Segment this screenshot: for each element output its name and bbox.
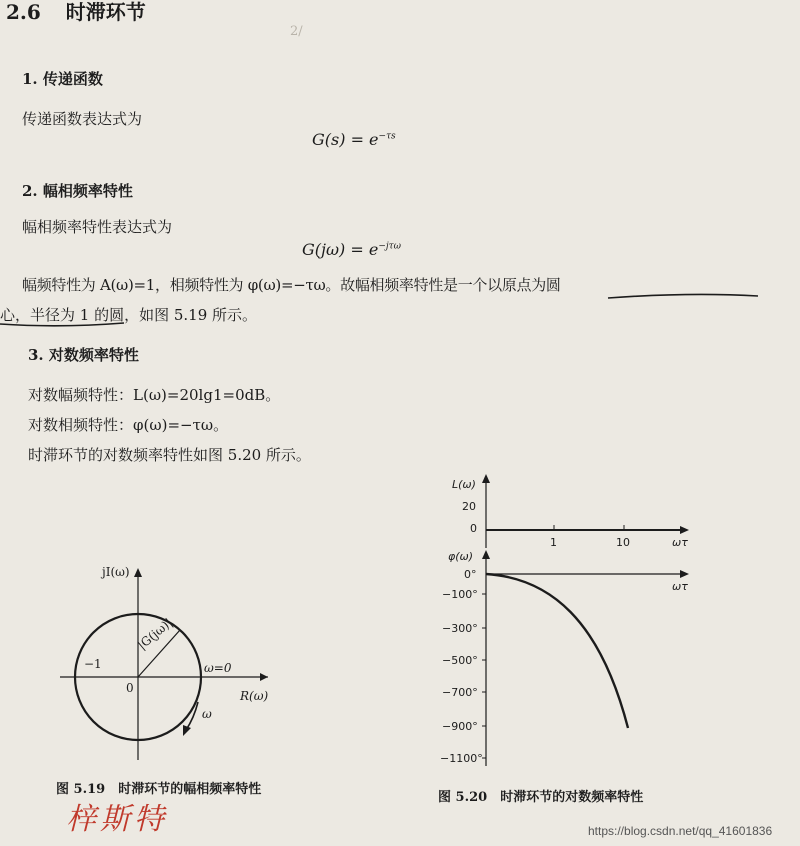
watermark: https://blog.csdn.net/qq_41601836	[588, 824, 773, 838]
radius-label: |G(jω)|	[134, 615, 175, 653]
polar-response-formula: $G(j\omega) = e^{-j\tau\omega}$	[302, 240, 401, 259]
polar-response-paragraph-line1: 幅频特性为 A(ω)=1，相频特性为 φ(ω)=−τω。故幅相频率特性是一个以原点为圆	[22, 276, 561, 294]
section-heading	[6, 0, 146, 25]
phase-tick-label-100: −100°	[442, 588, 478, 601]
transfer-function-formula: $G(s) = e^{-\tau s}$	[312, 130, 396, 149]
transfer-function-intro: 传递函数表达式为	[22, 110, 143, 128]
mag-tick-label-20: 20	[462, 500, 476, 513]
origin-label: 0	[126, 681, 134, 695]
subheading-transfer-function: 1. 传递函数	[22, 70, 103, 88]
phase-tick-label-1100: −1100°	[440, 752, 483, 765]
x-tick-label-1: 1	[550, 536, 557, 549]
imag-axis-label: jI(ω)	[102, 565, 130, 579]
phase-curve	[486, 574, 628, 728]
figure-5-19-polar-plot	[40, 560, 300, 770]
handwritten-note: 梓斯特	[66, 802, 168, 837]
phase-tick-label-300: −300°	[442, 622, 478, 635]
phase-x-arrow	[680, 570, 689, 578]
bode-figure-reference: 时滞环节的对数频率特性如图 5.20 所示。	[28, 446, 311, 464]
mag-y-label: L(ω)	[452, 478, 476, 491]
bode-magnitude-line: 对数幅频特性：L(ω)=20lg1=0dB。	[28, 386, 281, 404]
subheading-polar-response: 2. 幅相频率特性	[22, 182, 133, 200]
figure-5-20-bode-plot	[440, 470, 700, 770]
omega-zero-label: ω=0	[204, 661, 232, 675]
omega-arrowhead	[183, 725, 191, 736]
real-axis-arrow	[260, 673, 268, 681]
bleed-through-text: 2/	[290, 24, 511, 39]
subheading-bode: 3. 对数频率特性	[28, 346, 139, 364]
phase-y-label: φ(ω)	[448, 550, 474, 563]
mag-x-label: ωτ	[672, 536, 688, 549]
real-axis-label: R(ω)	[240, 689, 269, 703]
pen-underline	[0, 290, 800, 330]
mag-tick-label-0: 0	[470, 522, 477, 535]
bode-phase-line: 对数相频特性：φ(ω)=−τω。	[28, 416, 229, 434]
phase-x-label: ωτ	[672, 580, 688, 593]
phase-tick-label-500: −500°	[442, 654, 478, 667]
phase-tick-label-0: 0°	[464, 568, 477, 581]
polar-response-paragraph-line2: 心，半径为 1 的圆，如图 5.19 所示。	[0, 306, 258, 324]
omega-label: ω	[202, 707, 212, 721]
phase-tick-label-700: −700°	[442, 686, 478, 699]
imag-axis-arrow	[134, 568, 142, 577]
phase-y-arrow	[482, 550, 490, 559]
section-number: 2.6	[6, 0, 41, 24]
figure-5-19-caption: 图 5.19 时滞环节的幅相频率特性	[56, 782, 262, 797]
x-tick-label-10: 10	[616, 536, 630, 549]
section-title: 时滞环节	[65, 0, 146, 24]
phase-tick-label-900: −900°	[442, 720, 478, 733]
figure-5-20-caption: 图 5.20 时滞环节的对数频率特性	[438, 790, 644, 805]
polar-response-intro: 幅相频率特性表达式为	[22, 218, 173, 236]
mag-y-arrow	[482, 474, 490, 483]
mag-x-arrow	[680, 526, 689, 534]
minus-one-label: −1	[84, 657, 102, 671]
